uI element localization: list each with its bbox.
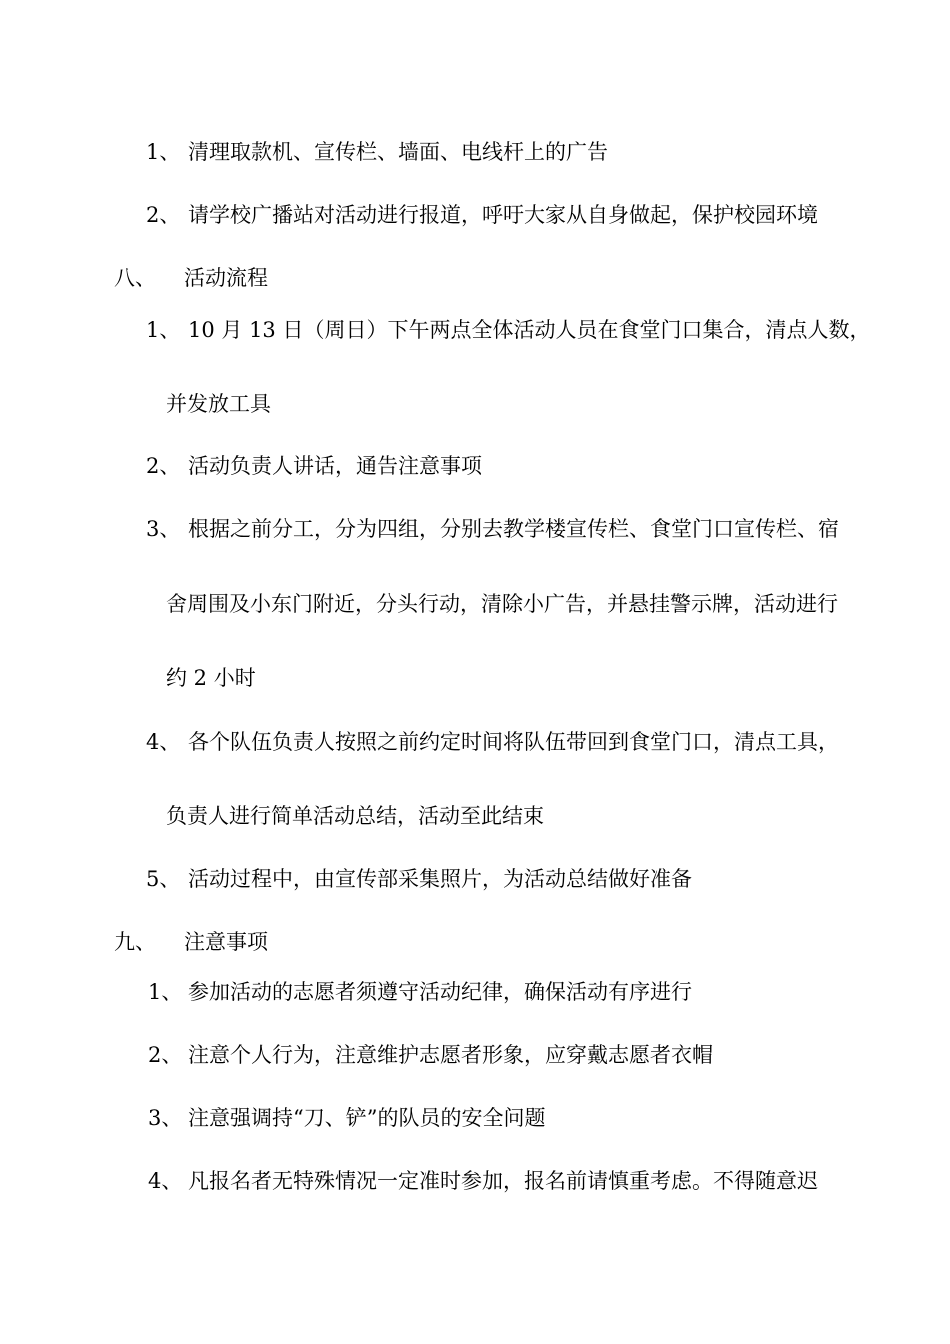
item-number: 1、 (146, 318, 181, 342)
item-text: 舍周围及小东门附近，分头行动，清除小广告，并悬挂警示牌，活动进行 (166, 592, 838, 616)
item-text: 参加活动的志愿者须遵守活动纪律，确保活动有序进行 (188, 980, 692, 1004)
item-text: 活动负责人讲话，通告注意事项 (188, 454, 482, 478)
item-number: 1、 (148, 980, 183, 1004)
section-number: 八、 (114, 266, 156, 290)
item-number: 4、 (146, 730, 181, 754)
item-text: 凡报名者无特殊情况一定准时参加，报名前请慎重考虑。不得随意迟 (188, 1169, 818, 1193)
item-number: 3、 (146, 517, 181, 541)
item-text: 请学校广播站对活动进行报道，呼吁大家从自身做起，保护校园环境 (188, 203, 818, 227)
item-text: 约 2 小时 (166, 666, 256, 690)
item-number: 5、 (146, 867, 181, 891)
item-text: 注意强调持“刀、铲”的队员的安全问题 (188, 1106, 546, 1130)
item-text: 10 月 13 日（周日）下午两点全体活动人员在食堂门口集合，清点人数， (188, 318, 871, 342)
item-number: 2、 (146, 203, 181, 227)
item-text: 注意个人行为，注意维护志愿者形象，应穿戴志愿者衣帽 (188, 1043, 713, 1067)
item-text: 各个队伍负责人按照之前约定时间将队伍带回到食堂门口，清点工具， (188, 730, 839, 754)
item-text: 清理取款机、宣传栏、墙面、电线杆上的广告 (188, 140, 608, 164)
item-text: 并发放工具 (166, 392, 271, 416)
section-number: 九、 (114, 930, 156, 954)
section-title: 注意事项 (184, 930, 268, 954)
item-number: 2、 (146, 454, 181, 478)
item-number: 1、 (146, 140, 181, 164)
item-text: 负责人进行简单活动总结，活动至此结束 (166, 804, 544, 828)
section-title: 活动流程 (184, 266, 268, 290)
item-text: 活动过程中，由宣传部采集照片，为活动总结做好准备 (188, 867, 692, 891)
item-number: 4、 (148, 1169, 183, 1193)
item-number: 2、 (148, 1043, 183, 1067)
item-text: 根据之前分工，分为四组，分别去教学楼宣传栏、食堂门口宣传栏、宿 (188, 517, 839, 541)
item-number: 3、 (148, 1106, 183, 1130)
